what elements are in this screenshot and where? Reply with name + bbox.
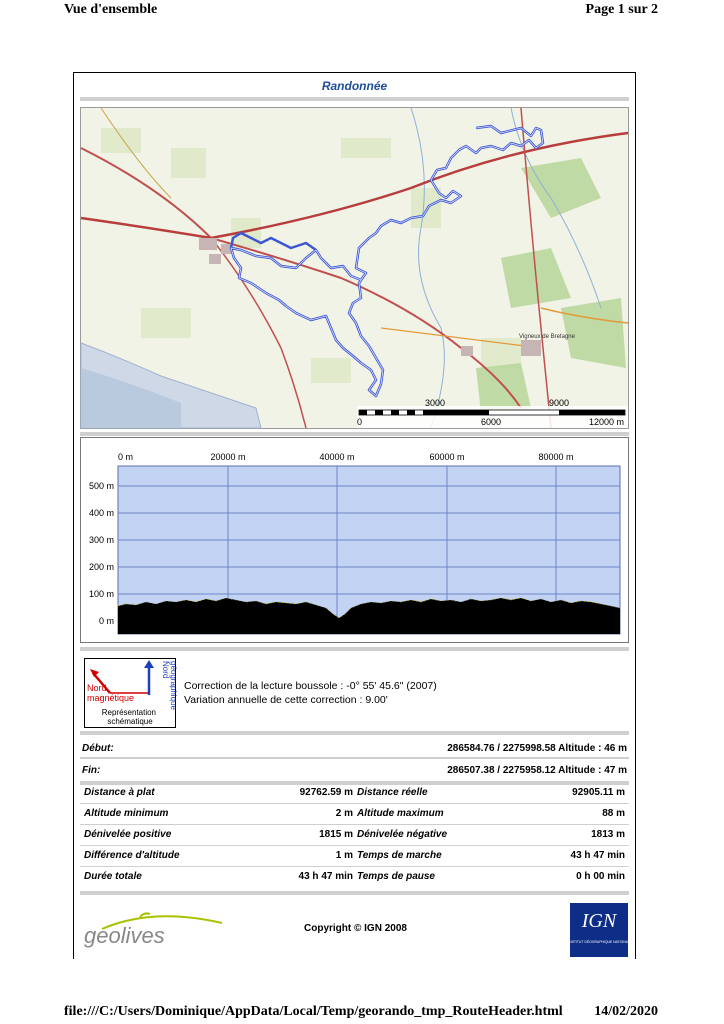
geolives-wordmark: geolives [84,923,165,948]
stat-label: Temps de marche [357,850,442,861]
stat-label: Dénivelée négative [357,829,448,840]
y-tick-500: 500 m [88,481,114,491]
elevation-profile [80,437,629,643]
footer [74,905,637,961]
row-separator [80,824,629,825]
scale-label-12000: 12000 m [589,417,625,427]
compass-diagram [84,658,176,728]
stat-value: 43 h 47 min [570,850,625,861]
separator [80,891,629,895]
separator [80,647,629,651]
stats-row [80,827,629,843]
svg-text:Représentation schémat [102,708,159,726]
stat-value: 88 m [602,808,625,819]
start-value: 286584.76 / 2275998.58 Altitude : 46 m [447,743,627,754]
separator [80,731,629,735]
stat-value: 43 h 47 min [298,871,353,882]
map-image [81,108,628,428]
page-header [0,2,724,22]
stats-row [80,848,629,864]
scale-label-3000: 3000 [425,398,446,408]
svg-text:Nord magnétique [87,683,134,703]
elevation-area [118,598,620,634]
row-separator [80,866,629,867]
stat-label: Distance réelle [357,787,428,798]
variation-line: Variation annuelle de cette correction : 9.00' [184,694,388,706]
nord-label: Nord [87,683,107,693]
stat-label: Altitude maximum [357,808,444,819]
stat-label: Différence d'altitude [84,850,180,861]
separator [80,757,629,759]
end-label: Fin: [82,765,101,776]
map-label-vigneux: Vigneux de Bretagne [519,334,575,340]
stat-value: 0 h 00 min [576,871,625,882]
x-tick-80000: 80000 m [538,452,574,462]
stat-value: 1813 m [591,829,625,840]
scale-label-9000: 9000 [549,398,570,408]
separator [80,97,629,101]
stat-value: 1815 m [319,829,353,840]
end-row [80,763,629,779]
route-panel [73,72,636,959]
correction-line: Correction de la lecture boussole : -0° 55' 45.6" (2007) [184,680,437,692]
row-separator [80,803,629,804]
map-scale-bar [359,410,625,415]
stats-row [80,869,629,885]
stat-label: Dénivelée positive [84,829,172,840]
nord-geo-label: Nord [161,661,170,679]
start-label: Début: [82,743,114,754]
stat-label: Altitude minimum [84,808,169,819]
y-tick-0: 0 m [98,616,114,626]
stat-value: 1 m [335,850,353,861]
stat-value: 2 m [335,808,353,819]
caption-line2: schématique [107,717,153,726]
page-number: Page 1 sur 2 [585,2,658,17]
compass-correction [184,679,437,707]
scale-label-6000: 6000 [481,417,502,427]
scale-label-0: 0 [357,417,363,427]
y-tick-200: 200 m [88,562,114,572]
route-map[interactable] [80,107,629,429]
copyright: Copyright © IGN 2008 [304,923,407,934]
start-row [80,741,629,757]
stat-label: Durée totale [84,871,142,882]
print-footer [0,1004,724,1020]
geographique-label: géographique [169,661,178,710]
y-tick-100: 100 m [88,589,114,599]
elevation-chart [81,438,628,642]
page-header-title: Vue d'ensemble [64,2,158,17]
ign-logo [570,903,628,957]
ign-wordmark: IGN [581,910,617,932]
row-separator [80,845,629,846]
ign-subtitle: INSTITUT GÉOGRAPHIQUE NATIONAL [568,940,630,944]
stat-value: 92762.59 m [299,787,353,798]
x-tick-40000: 40000 m [319,452,355,462]
svg-text:Nord géographique [161,661,178,710]
x-tick-0: 0 m [118,452,134,462]
stat-label: Temps de pause [357,871,435,882]
separator [80,432,629,436]
x-tick-60000: 60000 m [429,452,465,462]
stat-value: 92905.11 m [572,787,625,798]
y-tick-400: 400 m [88,508,114,518]
caption-line1: Représentation [101,708,157,717]
stat-label: Distance à plat [84,787,155,798]
x-tick-20000: 20000 m [210,452,246,462]
y-tick-300: 300 m [88,535,114,545]
stats-row [80,806,629,822]
magnetique-label: magnétique [87,693,135,703]
route-title: Randonnée [321,79,388,93]
stats-row [80,785,629,801]
file-path: file:///C:/Users/Dominique/AppData/Local/Temp/georando_tmp_RouteHeader.html [64,1004,563,1019]
end-value: 286507.38 / 2275958.12 Altitude : 47 m [447,765,627,776]
print-date: 14/02/2020 [594,1004,658,1019]
